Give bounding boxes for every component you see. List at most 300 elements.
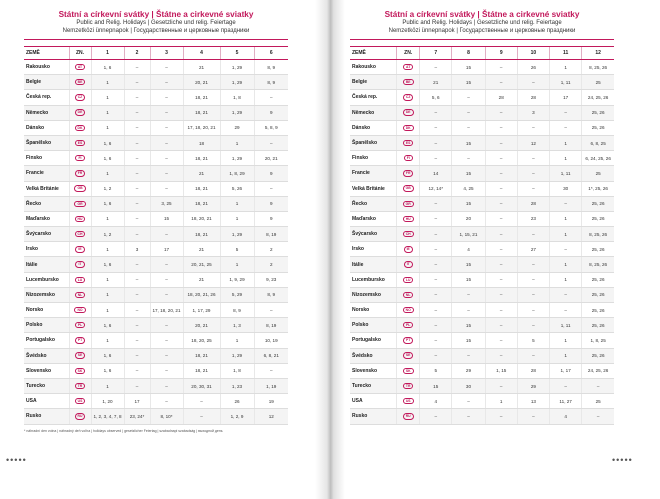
table-row <box>24 272 288 287</box>
holiday-cell: 15 <box>150 211 183 226</box>
holiday-cell: 28 <box>517 363 549 378</box>
holiday-cell: – <box>150 272 183 287</box>
country-code-badge: TR <box>75 383 86 389</box>
holiday-cell: 8, 10* <box>150 409 183 424</box>
holiday-cell: – <box>420 409 452 424</box>
holiday-cell: 8, 9 <box>220 303 254 318</box>
table-row <box>350 333 614 348</box>
holidays-table-right <box>350 46 614 425</box>
holiday-cell: – <box>550 242 582 257</box>
holiday-cell: 25, 26 <box>582 105 614 120</box>
country-code-badge: PL <box>75 322 85 328</box>
holiday-cell: 1, 6 <box>91 60 124 75</box>
holiday-cell: – <box>124 333 150 348</box>
holiday-cell: – <box>124 60 150 75</box>
country-name: Belgie <box>350 75 397 90</box>
holiday-cell: – <box>485 181 517 196</box>
holiday-cell: – <box>124 120 150 135</box>
holiday-cell: 15 <box>452 272 485 287</box>
column-header-1: ZN. <box>69 47 91 60</box>
holiday-cell: 5 <box>420 363 452 378</box>
footnote: * náhradní den volna | náhradný deň voľna | holidays observed | gesetzlicher Feiertag | szabadnapi szabadság | выходной день <box>24 428 223 433</box>
country-code-cell <box>69 272 91 287</box>
country-code-cell <box>397 181 420 196</box>
holiday-cell: 5, 6 <box>420 90 452 105</box>
holiday-cell: – <box>452 287 485 302</box>
holiday-cell: – <box>254 181 288 196</box>
country-code-cell <box>69 60 91 75</box>
country-code-cell <box>69 120 91 135</box>
country-code-badge: ES <box>75 140 86 146</box>
table-row <box>24 166 288 181</box>
holiday-cell: – <box>124 105 150 120</box>
holiday-cell: – <box>485 378 517 393</box>
country-code-cell <box>69 211 91 226</box>
country-code-badge: NO <box>403 307 414 313</box>
holiday-cell: 1 <box>91 378 124 393</box>
column-header-2: 7 <box>420 47 452 60</box>
holiday-cell: 1 <box>91 211 124 226</box>
country-code-cell <box>69 181 91 196</box>
country-code-cell <box>397 75 420 90</box>
holiday-cell: 28 <box>517 90 549 105</box>
left-page <box>24 10 288 450</box>
country-code-cell <box>397 287 420 302</box>
holiday-cell: 17, 18, 20, 21 <box>150 303 183 318</box>
holiday-cell: 29 <box>452 363 485 378</box>
holiday-cell: – <box>517 75 549 90</box>
left-header <box>24 10 288 36</box>
page-subtitle-2: Nemzetközi ünnepnapok | Государственные и церковные праздники <box>388 28 576 34</box>
holiday-cell: – <box>150 90 183 105</box>
holiday-cell: 29 <box>517 378 549 393</box>
holiday-cell: – <box>452 151 485 166</box>
holiday-cell: – <box>517 257 549 272</box>
holiday-cell: 4, 25 <box>452 181 485 196</box>
holiday-cell: 1 <box>220 211 254 226</box>
table-row <box>24 333 288 348</box>
table-row <box>350 348 614 363</box>
holiday-cell: – <box>517 287 549 302</box>
country-code-badge: GB <box>403 185 414 191</box>
country-name: Německo <box>350 105 397 120</box>
holiday-cell: – <box>150 394 183 409</box>
holiday-cell: 25 <box>582 75 614 90</box>
country-code-cell <box>397 211 420 226</box>
holiday-cell: 1, 15, 21 <box>452 227 485 242</box>
holiday-cell: 1, 19 <box>254 378 288 393</box>
country-code-cell <box>69 409 91 424</box>
country-name: Španělsko <box>350 135 397 150</box>
page-subtitle-2: Nemzetközi ünnepnapok | Государственные и церковные праздники <box>62 28 250 34</box>
holiday-cell: – <box>485 211 517 226</box>
holiday-cell: 1, 11 <box>550 166 582 181</box>
table-row <box>24 394 288 409</box>
country-code-cell <box>397 318 420 333</box>
holiday-cell: 6, 8, 25 <box>582 135 614 150</box>
holiday-cell: – <box>420 227 452 242</box>
holiday-cell: – <box>550 378 582 393</box>
country-code-cell <box>69 75 91 90</box>
holiday-cell: – <box>150 166 183 181</box>
holiday-cell: 1, 29 <box>220 151 254 166</box>
holiday-cell: 1, 6 <box>91 363 124 378</box>
country-code-badge: AT <box>403 64 413 70</box>
holiday-cell: 21 <box>420 75 452 90</box>
country-code-cell <box>69 318 91 333</box>
holiday-cell: – <box>485 196 517 211</box>
holiday-cell: – <box>150 257 183 272</box>
country-name: Dánsko <box>350 120 397 135</box>
holiday-cell: – <box>517 166 549 181</box>
page-subtitle-1: Public and Relig. Holidays | Gesetzliche und relig. Feiertage <box>402 20 562 26</box>
country-name: USA <box>24 394 69 409</box>
holiday-cell: – <box>517 348 549 363</box>
header-rule <box>350 39 614 40</box>
table-row <box>350 135 614 150</box>
holiday-cell: 8, 25, 26 <box>582 257 614 272</box>
country-code-cell <box>397 105 420 120</box>
country-name: Maďarsko <box>24 211 69 226</box>
country-code-badge: DK <box>75 125 86 131</box>
holiday-cell: 1 <box>91 287 124 302</box>
holiday-cell: – <box>485 303 517 318</box>
holiday-cell: – <box>150 287 183 302</box>
holiday-cell: – <box>124 378 150 393</box>
holiday-cell: – <box>582 378 614 393</box>
holiday-cell: – <box>183 409 220 424</box>
country-code-cell <box>397 409 420 424</box>
country-code-badge: SK <box>403 368 414 374</box>
country-name: Belgie <box>24 75 69 90</box>
holiday-cell: – <box>124 227 150 242</box>
holiday-cell: – <box>124 75 150 90</box>
holiday-cell: – <box>150 105 183 120</box>
holiday-cell: – <box>420 287 452 302</box>
country-code-cell <box>397 363 420 378</box>
table-row <box>350 166 614 181</box>
table-row <box>24 75 288 90</box>
table-row <box>24 196 288 211</box>
country-code-cell <box>397 272 420 287</box>
table-row <box>24 257 288 272</box>
table-row <box>24 318 288 333</box>
holiday-cell: – <box>517 120 549 135</box>
column-header-2: 1 <box>91 47 124 60</box>
country-name: Itálie <box>350 257 397 272</box>
country-name: Řecko <box>24 196 69 211</box>
holiday-cell: 3, 25 <box>150 196 183 211</box>
holiday-cell: 29 <box>220 120 254 135</box>
country-code-cell <box>69 90 91 105</box>
holiday-cell: – <box>452 303 485 318</box>
holiday-cell: 1 <box>550 257 582 272</box>
country-code-cell <box>69 363 91 378</box>
country-code-badge: PL <box>403 322 413 328</box>
column-header-3: 8 <box>452 47 485 60</box>
country-code-badge: IE <box>404 246 413 252</box>
country-code-cell <box>69 196 91 211</box>
holiday-cell: 23 <box>517 211 549 226</box>
country-code-cell <box>397 135 420 150</box>
holiday-cell: 1, 8 <box>220 90 254 105</box>
column-header-1: ZN. <box>397 47 420 60</box>
holiday-cell: – <box>517 151 549 166</box>
holiday-cell: – <box>150 60 183 75</box>
holiday-cell: 1 <box>550 333 582 348</box>
holiday-cell: – <box>485 257 517 272</box>
holiday-cell: 1 <box>91 105 124 120</box>
country-code-cell <box>397 227 420 242</box>
holiday-cell: – <box>124 287 150 302</box>
country-code-badge: SK <box>75 368 86 374</box>
holiday-cell: 1, 8, 29 <box>220 166 254 181</box>
holiday-cell: – <box>420 348 452 363</box>
holiday-cell: 15 <box>452 135 485 150</box>
country-code-cell <box>69 378 91 393</box>
holiday-cell: 5 <box>517 333 549 348</box>
right-header <box>350 10 614 36</box>
holiday-cell: – <box>124 303 150 318</box>
table-row <box>24 409 288 424</box>
holiday-cell: 1, 6 <box>91 318 124 333</box>
country-code-badge: US <box>403 398 414 404</box>
holiday-cell: 1 <box>220 257 254 272</box>
holiday-cell: – <box>485 105 517 120</box>
holiday-cell: – <box>124 257 150 272</box>
country-name: Francie <box>24 166 69 181</box>
holiday-cell: 28 <box>485 90 517 105</box>
holiday-cell: 27 <box>517 242 549 257</box>
holiday-cell: 1, 23 <box>220 378 254 393</box>
holiday-cell: 2 <box>254 257 288 272</box>
country-code-badge: CZ <box>403 94 414 100</box>
holiday-cell: 19 <box>254 394 288 409</box>
holiday-cell: 6, 24, 25, 26 <box>582 151 614 166</box>
table-row <box>24 303 288 318</box>
holiday-cell: – <box>254 363 288 378</box>
holiday-cell: 30 <box>452 378 485 393</box>
holiday-cell: 12 <box>254 409 288 424</box>
holiday-cell: – <box>124 135 150 150</box>
holiday-cell: 15 <box>452 60 485 75</box>
country-name: Lucembursko <box>24 272 69 287</box>
country-code-cell <box>69 287 91 302</box>
holiday-cell: 18, 20, 25 <box>183 333 220 348</box>
country-name: Švýcarsko <box>24 227 69 242</box>
country-code-badge: IE <box>75 246 84 252</box>
holiday-cell: 1, 29 <box>220 105 254 120</box>
holiday-cell: 8, 9 <box>254 60 288 75</box>
country-code-cell <box>69 242 91 257</box>
holiday-cell: 24, 25, 26 <box>582 363 614 378</box>
country-code-cell <box>397 348 420 363</box>
country-code-badge: SE <box>403 352 414 358</box>
holiday-cell: 8, 19 <box>254 227 288 242</box>
holiday-cell: 1, 9, 29 <box>220 272 254 287</box>
country-name: Nizozemsko <box>350 287 397 302</box>
country-code-cell <box>69 151 91 166</box>
holiday-cell: 8, 25, 26 <box>582 227 614 242</box>
holiday-cell: 1, 11 <box>550 318 582 333</box>
holiday-cell: 9 <box>254 196 288 211</box>
holiday-cell: – <box>150 227 183 242</box>
holiday-cell: 25, 26 <box>582 348 614 363</box>
holiday-cell: – <box>420 105 452 120</box>
country-name: Dánsko <box>24 120 69 135</box>
country-code-cell <box>397 60 420 75</box>
holiday-cell: 15 <box>452 196 485 211</box>
holiday-cell: – <box>485 242 517 257</box>
table-row <box>24 135 288 150</box>
country-code-cell <box>69 227 91 242</box>
table-row <box>350 272 614 287</box>
country-code-badge: CH <box>403 231 414 237</box>
holiday-cell: 13 <box>517 394 549 409</box>
column-header-7: 6 <box>254 47 288 60</box>
holiday-cell: – <box>485 135 517 150</box>
holiday-cell: 18, 21 <box>183 227 220 242</box>
table-row <box>350 318 614 333</box>
holiday-cell: 1 <box>91 166 124 181</box>
holiday-cell: – <box>150 363 183 378</box>
table-row <box>350 257 614 272</box>
holiday-cell: – <box>124 181 150 196</box>
holiday-cell: 1, 29 <box>220 348 254 363</box>
country-code-cell <box>397 303 420 318</box>
holiday-cell: 2 <box>254 242 288 257</box>
holiday-cell: 1 <box>91 75 124 90</box>
holiday-cell: 1 <box>550 211 582 226</box>
holiday-cell: – <box>420 151 452 166</box>
table-row <box>24 242 288 257</box>
holiday-cell: 1 <box>220 135 254 150</box>
book-spine <box>315 0 345 499</box>
holiday-cell: 8, 9 <box>254 75 288 90</box>
table-row <box>24 151 288 166</box>
column-header-0: ZEMĚ <box>24 47 69 60</box>
column-header-5: 4 <box>183 47 220 60</box>
holiday-cell: – <box>124 363 150 378</box>
holiday-cell: 1 <box>91 120 124 135</box>
column-header-3: 2 <box>124 47 150 60</box>
table-row <box>24 60 288 75</box>
table-row <box>24 211 288 226</box>
country-code-badge: BE <box>403 79 414 85</box>
country-name: Velká Británie <box>24 181 69 196</box>
country-name: Rusko <box>24 409 69 424</box>
country-name: Norsko <box>24 303 69 318</box>
holiday-cell: 24, 25, 26 <box>582 90 614 105</box>
decorative-dots-left: ••••• <box>6 455 27 465</box>
holiday-cell: 20, 21 <box>183 318 220 333</box>
country-code-badge: BE <box>75 79 86 85</box>
country-code-cell <box>397 90 420 105</box>
country-code-badge: FI <box>75 155 84 161</box>
country-code-badge: GR <box>74 201 85 207</box>
holiday-cell: 1 <box>550 348 582 363</box>
holiday-cell: – <box>420 60 452 75</box>
holiday-cell: 17 <box>150 242 183 257</box>
holiday-cell: – <box>150 120 183 135</box>
holiday-cell: 25, 26 <box>582 211 614 226</box>
holiday-cell: 30 <box>550 181 582 196</box>
holiday-cell: – <box>150 135 183 150</box>
holiday-cell: – <box>485 166 517 181</box>
table-row <box>350 394 614 409</box>
country-code-badge: IT <box>75 261 84 267</box>
country-code-badge: NL <box>75 292 86 298</box>
holiday-cell: 23, 24* <box>124 409 150 424</box>
holiday-cell: 11, 27 <box>550 394 582 409</box>
holiday-cell: 20, 21, 25 <box>183 257 220 272</box>
country-code-badge: PT <box>75 337 85 343</box>
holiday-cell: – <box>550 287 582 302</box>
holiday-cell: – <box>582 409 614 424</box>
country-name: Švédsko <box>350 348 397 363</box>
holiday-cell: 1 <box>220 333 254 348</box>
holiday-cell: 15 <box>452 75 485 90</box>
holiday-cell: 25 <box>582 166 614 181</box>
country-code-cell <box>397 242 420 257</box>
country-name: Rakousko <box>350 60 397 75</box>
holiday-cell: 21 <box>183 60 220 75</box>
holiday-cell: – <box>517 318 549 333</box>
holiday-cell: 10, 19 <box>254 333 288 348</box>
holiday-cell: 1, 2 <box>91 181 124 196</box>
holiday-cell: 1, 6 <box>91 135 124 150</box>
country-name: Španělsko <box>24 135 69 150</box>
table-row <box>350 287 614 302</box>
holiday-cell: – <box>420 318 452 333</box>
table-row <box>24 378 288 393</box>
holiday-cell: – <box>485 333 517 348</box>
country-name: Česká rep. <box>350 90 397 105</box>
holiday-cell: 18, 20, 21, 26 <box>183 287 220 302</box>
holiday-cell: – <box>150 318 183 333</box>
table-row <box>350 90 614 105</box>
holiday-cell: 1 <box>550 272 582 287</box>
holiday-cell: – <box>150 348 183 363</box>
country-name: Rusko <box>350 409 397 424</box>
holiday-cell: 1, 6 <box>91 196 124 211</box>
holiday-cell: – <box>254 303 288 318</box>
holiday-cell: 5, 29 <box>220 287 254 302</box>
holiday-cell: 6, 8, 21 <box>254 348 288 363</box>
holiday-cell: – <box>485 227 517 242</box>
holiday-cell: 15 <box>452 257 485 272</box>
holiday-cell: 1, 2 <box>91 227 124 242</box>
holiday-cell: 1 <box>550 135 582 150</box>
country-name: Irsko <box>24 242 69 257</box>
country-code-badge: US <box>75 398 86 404</box>
holiday-cell: – <box>452 105 485 120</box>
country-code-badge: HU <box>403 216 414 222</box>
country-code-badge: GB <box>74 185 85 191</box>
column-header-5: 10 <box>517 47 549 60</box>
country-name: Irsko <box>350 242 397 257</box>
holiday-cell: – <box>485 151 517 166</box>
holiday-cell: 18, 20, 21 <box>183 211 220 226</box>
holiday-cell: 1 <box>550 227 582 242</box>
country-code-badge: DE <box>403 109 414 115</box>
country-name: Švýcarsko <box>350 227 397 242</box>
holiday-cell: 1, 8 <box>220 363 254 378</box>
holiday-cell: 4 <box>452 242 485 257</box>
holidays-table-left <box>24 46 288 425</box>
country-name: Polsko <box>24 318 69 333</box>
holiday-cell: 14 <box>420 166 452 181</box>
